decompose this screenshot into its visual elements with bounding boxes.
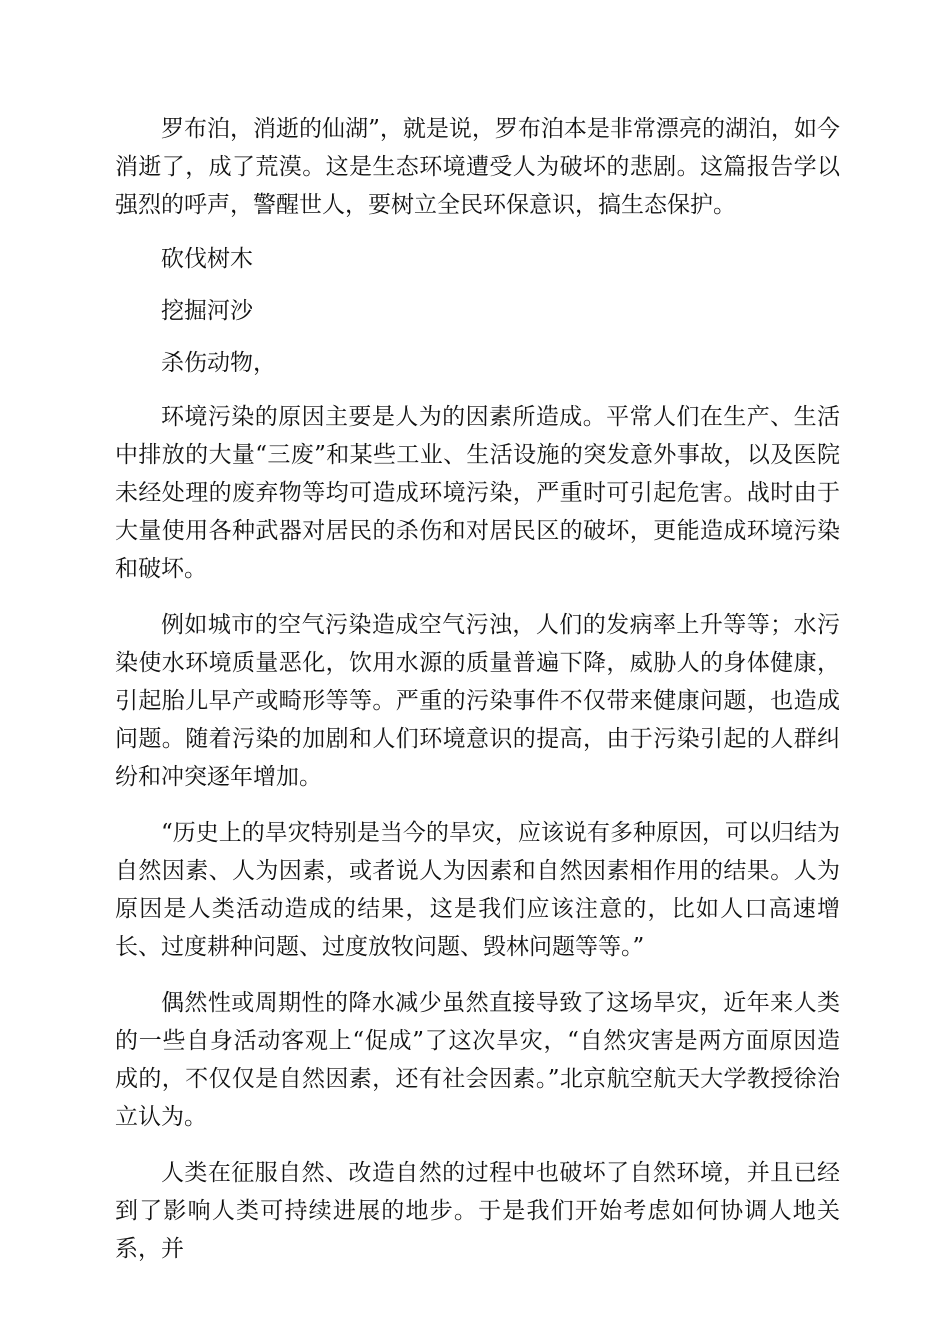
paragraph-drought-quote: “历史上的旱灾特别是当今的旱灾，应该说有多种原因，可以归结为自然因素、人为因素，或者说人为因素和自然因素相作用的结果。人为原因是人类活动造成的结果，这是我们应该注意的，比如人口高速增长、过度耕种问题、过度放牧问题、毁林问题等等。”	[115, 820, 840, 960]
list-item-sand-mining: 挖掘河沙	[161, 298, 253, 324]
paragraph-lop-nur: 罗布泊，消逝的仙湖”，就是说，罗布泊本是非常漂亮的湖泊，如今消逝了，成了荒漠。这是生态环境遭受人为破坏的悲剧。这篇报告学以强烈的呼声，警醒世人，要树立全民环保意识，搞生态保护。	[115, 116, 840, 218]
paragraph-human-impact: 人类在征服自然、改造自然的过程中也破坏了自然环境，并且已经到了影响人类可持续进展的地步。于是我们开始考虑如何协调人地关系，并	[115, 1160, 840, 1262]
paragraph-pollution-examples: 例如城市的空气污染造成空气污浊，人们的发病率上升等等；水污染使水环境质量恶化，饮用水源的质量普遍下降，威胁人的身体健康，引起胎儿早产或畸形等等。严重的污染事件不仅带来健康问题，也造成问题。随着污染的加剧和人们环境意识的提高，由于污染引起的人群纠纷和冲突逐年增加。	[115, 612, 840, 790]
paragraph-pollution-causes: 环境污染的原因主要是人为的因素所造成。平常人们在生产、生活中排放的大量“三废”和某些工业、生活设施的突发意外事故，以及医院未经处理的废弃物等均可造成环境污染，严重时可引起危害。战时由于大量使用各种武器对居民的杀伤和对居民区的破坏，更能造成环境污染和破坏。	[115, 404, 840, 582]
list-item-logging: 砍伐树木	[161, 246, 253, 272]
document-body	[115, 110, 840, 1268]
paragraph-drought-causes: 偶然性或周期性的降水减少虽然直接导致了这场旱灾，近年来人类的一些自身活动客观上“促成”了这次旱灾，“自然灾害是两方面原因造成的，不仅仅是自然因素，还有社会因素。”北京航空航天大学教授徐治立认为。	[115, 990, 840, 1130]
list-item-killing-animals: 杀伤动物，	[161, 350, 276, 376]
